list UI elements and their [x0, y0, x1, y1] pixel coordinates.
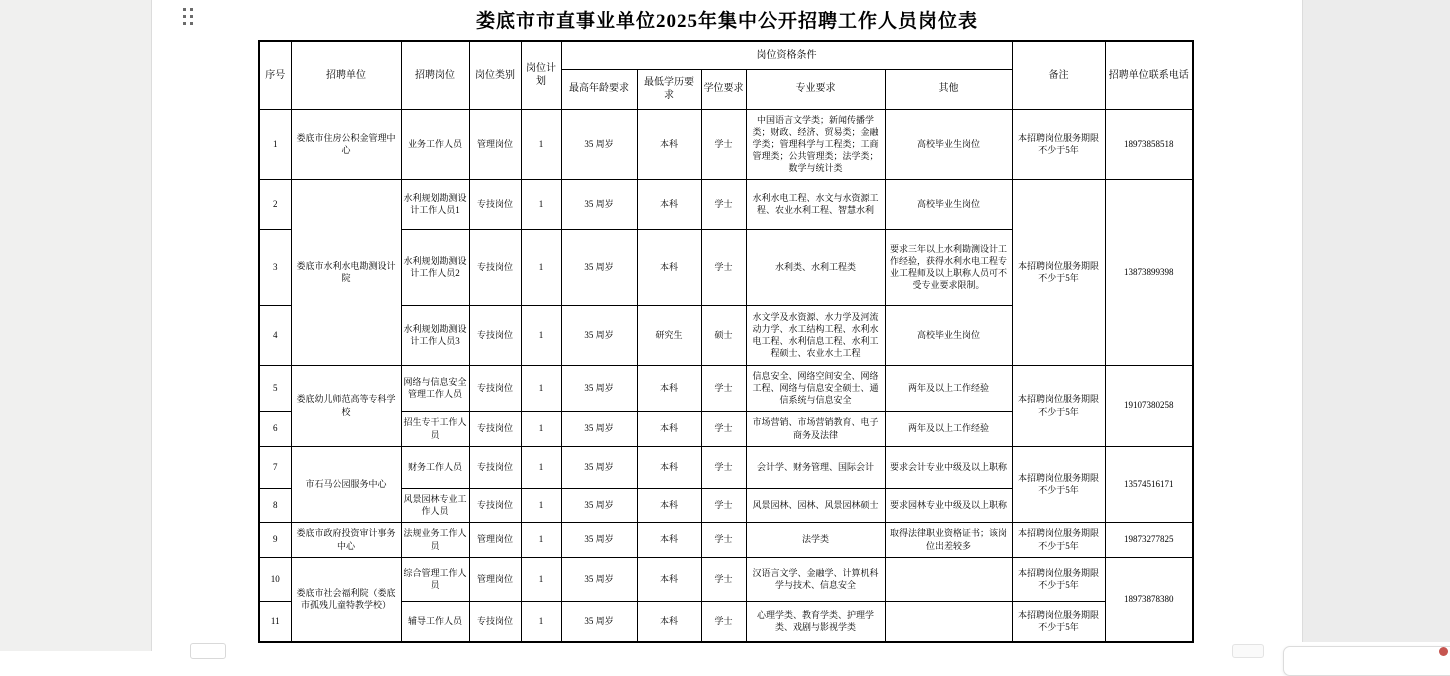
cell-no: 1	[259, 109, 291, 179]
cell-no: 9	[259, 522, 291, 557]
cell-edu: 本科	[637, 557, 701, 601]
cell-category: 管理岗位	[469, 522, 521, 557]
cell-edu: 本科	[637, 411, 701, 446]
cell-position: 招生专干工作人员	[401, 411, 469, 446]
header-min-edu: 最低学历要求	[637, 69, 701, 109]
table-row-9	[259, 522, 1193, 557]
cell-category: 专技岗位	[469, 179, 521, 229]
cell-degree: 学士	[701, 365, 746, 411]
notification-dot	[1439, 647, 1448, 656]
cell-position: 水利规划勘测设计工作人员2	[401, 229, 469, 305]
cell-other: 要求三年以上水利勘测设计工作经验，获得水利水电工程专业工程师及以上职称人员可不受专业要求限制。	[885, 229, 1012, 305]
cell-phone: 19107380258	[1105, 365, 1193, 446]
cell-no: 4	[259, 305, 291, 365]
cell-position: 风景园林专业工作人员	[401, 488, 469, 522]
cell-plan: 1	[521, 229, 561, 305]
cell-edu: 本科	[637, 179, 701, 229]
table-row-2	[259, 179, 1193, 229]
cell-phone: 13873899398	[1105, 179, 1193, 365]
cell-age: 35 周岁	[561, 109, 637, 179]
cell-plan: 1	[521, 601, 561, 642]
cell-position: 业务工作人员	[401, 109, 469, 179]
cell-edu: 本科	[637, 601, 701, 642]
cell-other: 两年及以上工作经验	[885, 365, 1012, 411]
cell-age: 35 周岁	[561, 411, 637, 446]
cell-age: 35 周岁	[561, 365, 637, 411]
cell-degree: 学士	[701, 522, 746, 557]
cell-plan: 1	[521, 446, 561, 488]
page-title: 娄底市市直事业单位2025年集中公开招聘工作人员岗位表	[475, 11, 978, 32]
cell-category: 专技岗位	[469, 446, 521, 488]
cell-age: 35 周岁	[561, 601, 637, 642]
cell-unit: 娄底幼儿师范高等专科学校	[291, 365, 401, 446]
cell-other: 取得法律职业资格证书；该岗位出差较多	[885, 522, 1012, 557]
cell-unit: 娄底市水利水电勘测设计院	[291, 179, 401, 365]
cell-age: 35 周岁	[561, 557, 637, 601]
cell-unit: 娄底市社会福利院（娄底市孤残儿童特教学校）	[291, 557, 401, 642]
cell-plan: 1	[521, 305, 561, 365]
right-gray-panel	[1302, 0, 1450, 642]
cell-category: 管理岗位	[469, 109, 521, 179]
cell-phone: 18973878380	[1105, 557, 1193, 642]
table-row-10	[259, 557, 1193, 601]
cell-remark: 本招聘岗位服务期限不少于5年	[1012, 557, 1105, 601]
cell-category: 专技岗位	[469, 411, 521, 446]
cell-degree: 学士	[701, 109, 746, 179]
cell-no: 5	[259, 365, 291, 411]
cell-no: 6	[259, 411, 291, 446]
cell-unit: 娄底市住房公积金管理中心	[291, 109, 401, 179]
cell-edu: 研究生	[637, 305, 701, 365]
cell-remark: 本招聘岗位服务期限不少于5年	[1012, 601, 1105, 642]
cell-no: 8	[259, 488, 291, 522]
cell-edu: 本科	[637, 365, 701, 411]
cell-position: 辅导工作人员	[401, 601, 469, 642]
cell-major: 水利类、水利工程类	[746, 229, 885, 305]
cell-no: 3	[259, 229, 291, 305]
cell-remark: 本招聘岗位服务期限不少于5年	[1012, 109, 1105, 179]
cell-major: 水利水电工程、水文与水资源工程、农业水利工程、智慧水利	[746, 179, 885, 229]
cell-major: 会计学、财务管理、国际会计	[746, 446, 885, 488]
header-position: 招聘岗位	[401, 41, 469, 109]
cell-phone: 13574516171	[1105, 446, 1193, 522]
header-no: 序号	[259, 41, 291, 109]
left-gray-margin	[0, 0, 152, 651]
cell-plan: 1	[521, 557, 561, 601]
cell-major: 法学类	[746, 522, 885, 557]
table-row-1	[259, 109, 1193, 179]
cell-other: 两年及以上工作经验	[885, 411, 1012, 446]
cell-remark: 本招聘岗位服务期限不少于5年	[1012, 365, 1105, 446]
cell-no: 11	[259, 601, 291, 642]
cell-major: 汉语言文学、金融学、计算机科学与技术、信息安全	[746, 557, 885, 601]
cell-major: 风景园林、园林、风景园林硕士	[746, 488, 885, 522]
cell-degree: 学士	[701, 488, 746, 522]
cell-major: 中国语言文学类；新闻传播学类；财政、经济、贸易类；金融学类；管理科学与工程类；工商管理类；公共管理类；法学类；数学与统计类	[746, 109, 885, 179]
cell-edu: 本科	[637, 109, 701, 179]
cell-no: 7	[259, 446, 291, 488]
header-row-top	[259, 41, 1193, 69]
cell-phone: 18973858518	[1105, 109, 1193, 179]
cell-plan: 1	[521, 411, 561, 446]
cell-plan: 1	[521, 522, 561, 557]
cell-age: 35 周岁	[561, 229, 637, 305]
cell-degree: 学士	[701, 179, 746, 229]
cell-other	[885, 601, 1012, 642]
cell-edu: 本科	[637, 522, 701, 557]
cell-major: 市场营销、市场营销教育、电子商务及法律	[746, 411, 885, 446]
cell-major: 心理学类、教育学类、护理学类、戏剧与影视学类	[746, 601, 885, 642]
header-degree: 学位要求	[701, 69, 746, 109]
cell-other	[885, 557, 1012, 601]
cell-other: 高校毕业生岗位	[885, 305, 1012, 365]
cell-age: 35 周岁	[561, 446, 637, 488]
header-remark: 备注	[1012, 41, 1105, 109]
cell-category: 专技岗位	[469, 229, 521, 305]
header-category: 岗位类别	[469, 41, 521, 109]
header-max-age: 最高年龄要求	[561, 69, 637, 109]
cell-edu: 本科	[637, 446, 701, 488]
cell-phone: 19873277825	[1105, 522, 1193, 557]
cell-other: 高校毕业生岗位	[885, 109, 1012, 179]
cell-category: 管理岗位	[469, 557, 521, 601]
table-row-7	[259, 446, 1193, 488]
cell-other: 要求会计专业中级及以上职称	[885, 446, 1012, 488]
cell-unit: 市石马公园服务中心	[291, 446, 401, 522]
cell-position: 水利规划勘测设计工作人员1	[401, 179, 469, 229]
cell-age: 35 周岁	[561, 522, 637, 557]
cell-category: 专技岗位	[469, 305, 521, 365]
cell-age: 35 周岁	[561, 179, 637, 229]
cell-degree: 学士	[701, 411, 746, 446]
header-other: 其他	[885, 69, 1012, 109]
header-unit: 招聘单位	[291, 41, 401, 109]
cell-category: 专技岗位	[469, 365, 521, 411]
cell-other: 要求园林专业中级及以上职称	[885, 488, 1012, 522]
cell-edu: 本科	[637, 488, 701, 522]
cell-major: 水文学及水资源、水力学及河流动力学、水工结构工程、水利水电工程、水利信息工程、水利工程硕士、农业水土工程	[746, 305, 885, 365]
cell-degree: 学士	[701, 229, 746, 305]
cell-no: 2	[259, 179, 291, 229]
cell-remark: 本招聘岗位服务期限不少于5年	[1012, 522, 1105, 557]
cell-position: 法规业务工作人员	[401, 522, 469, 557]
cell-plan: 1	[521, 365, 561, 411]
cell-degree: 学士	[701, 601, 746, 642]
cell-major: 信息安全、网络空间安全、网络工程、网络与信息安全硕士、通信系统与信息安全	[746, 365, 885, 411]
cell-position: 网络与信息安全管理工作人员	[401, 365, 469, 411]
cell-edu: 本科	[637, 229, 701, 305]
cell-degree: 硕士	[701, 305, 746, 365]
cell-category: 专技岗位	[469, 601, 521, 642]
cell-degree: 学士	[701, 446, 746, 488]
table-row-5	[259, 365, 1193, 411]
cell-age: 35 周岁	[561, 305, 637, 365]
cutoff-toolbar-left	[190, 643, 226, 659]
cell-no: 10	[259, 557, 291, 601]
cell-position: 综合管理工作人员	[401, 557, 469, 601]
cutoff-box-bottom	[1232, 644, 1264, 658]
job-position-table	[258, 40, 1194, 643]
header-major: 专业要求	[746, 69, 885, 109]
cell-category: 专技岗位	[469, 488, 521, 522]
cell-position: 财务工作人员	[401, 446, 469, 488]
cell-plan: 1	[521, 109, 561, 179]
cell-plan: 1	[521, 179, 561, 229]
cell-age: 35 周岁	[561, 488, 637, 522]
cell-degree: 学士	[701, 557, 746, 601]
cell-other: 高校毕业生岗位	[885, 179, 1012, 229]
header-phone: 招聘单位联系电话	[1105, 41, 1193, 109]
header-qualification: 岗位资格条件	[561, 41, 1012, 69]
cell-remark: 本招聘岗位服务期限不少于5年	[1012, 179, 1105, 365]
header-plan: 岗位计划	[521, 41, 561, 109]
cell-position: 水利规划勘测设计工作人员3	[401, 305, 469, 365]
cell-remark: 本招聘岗位服务期限不少于5年	[1012, 446, 1105, 522]
cell-unit: 娄底市政府投资审计事务中心	[291, 522, 401, 557]
cell-plan: 1	[521, 488, 561, 522]
